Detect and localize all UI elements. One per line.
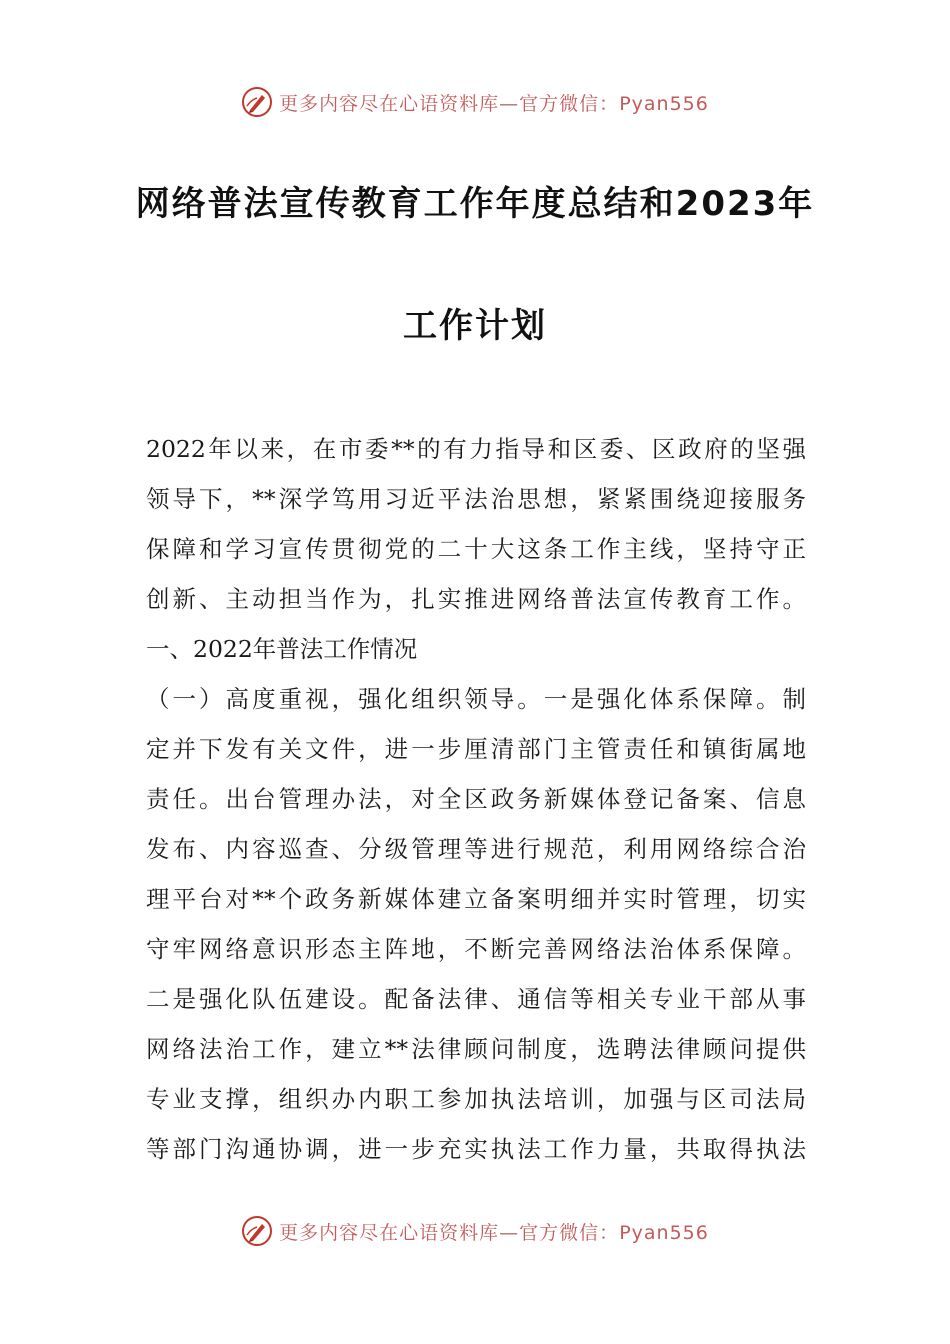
- body-line: 领导下，**深学笃用习近平法治思想，紧紧围绕迎接服务: [146, 485, 806, 513]
- watermark-wechat-label: 官方微信：: [519, 92, 620, 115]
- body-line: 网络法治工作，建立**法律顾问制度，选聘法律顾问提供: [146, 1035, 806, 1063]
- body-line: 发布、内容巡查、分级管理等进行规范，利用网络综合治: [146, 835, 806, 863]
- body-line: 理平台对**个政务新媒体建立备案明细并实时管理，切实: [146, 885, 806, 913]
- watermark-header: [0, 82, 950, 122]
- watermark-wechat-id: Pyan556: [619, 92, 709, 115]
- watermark-wechat-label: 官方微信：: [519, 1221, 620, 1244]
- watermark-text: [279, 1218, 709, 1245]
- body-line: 二是强化队伍建设。配备法律、通信等相关专业干部从事: [146, 985, 806, 1013]
- watermark-text: [279, 89, 709, 116]
- watermark-library: 更多内容尽在心语资料库: [279, 92, 500, 115]
- body-line: 专业支撑，组织办内职工参加执法培训，加强与区司法局: [146, 1085, 806, 1113]
- body-line: 等部门沟通协调，进一步充实执法工作力量，共取得执法: [146, 1135, 806, 1163]
- watermark-footer: [0, 1211, 950, 1251]
- document-body: [146, 424, 806, 1174]
- body-line: 定并下发有关文件，进一步厘清部门主管责任和镇街属地: [146, 735, 806, 763]
- body-line: （一）高度重视，强化组织领导。一是强化体系保障。制: [146, 685, 806, 713]
- watermark-separator: —: [499, 1221, 520, 1244]
- body-line: 保障和学习宣传贯彻党的二十大这条工作主线，坚持守正: [146, 535, 806, 563]
- body-line: 责任。出台管理办法，对全区政务新媒体登记备案、信息: [146, 785, 806, 813]
- body-line: 2022年以来，在市委**的有力指导和区委、区政府的坚强: [146, 435, 806, 463]
- watermark-library: 更多内容尽在心语资料库: [279, 1221, 500, 1244]
- body-line: 守牢网络意识形态主阵地，不断完善网络法治体系保障。: [146, 935, 806, 963]
- document-title-line-2: 工作计划: [403, 306, 547, 346]
- pen-logo-icon: [241, 1215, 273, 1247]
- watermark-wechat-id: Pyan556: [619, 1221, 709, 1244]
- watermark-separator: —: [499, 92, 520, 115]
- body-line: 创新、主动担当作为，扎实推进网络普法宣传教育工作。: [146, 585, 806, 613]
- document-title-line-1: 网络普法宣传教育工作年度总结和2023年: [135, 184, 815, 224]
- pen-logo-icon: [241, 86, 273, 118]
- section-heading: 一、2022年普法工作情况: [146, 635, 418, 663]
